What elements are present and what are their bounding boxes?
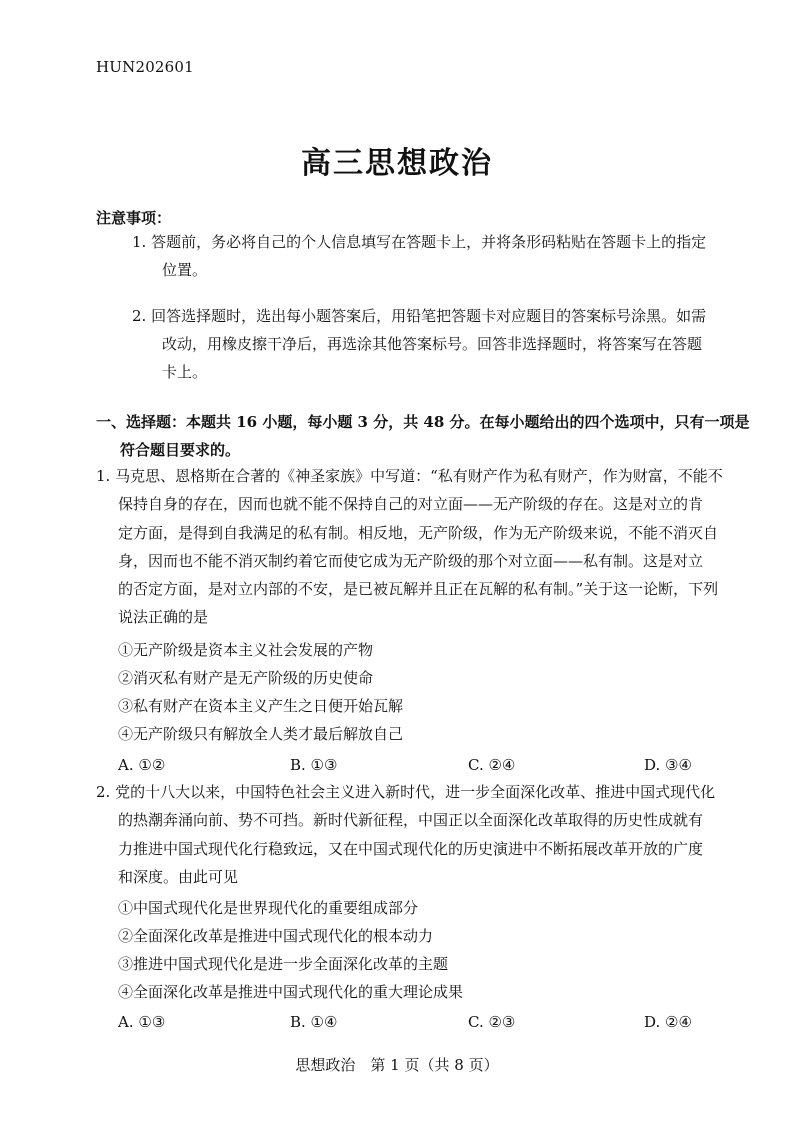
q1-line-1: 1. 马克思、恩格斯在合著的《神圣家族》中写道：“私有财产作为私有财产，作为财富，不能不: [96, 467, 723, 485]
q1-choice-d[interactable]: D. ③④: [644, 756, 692, 774]
notes-heading: 注意事项：: [96, 209, 172, 227]
q1-line-6: 说法正确的是: [118, 608, 209, 627]
q2-line-3: 力推进中国式现代化行稳致远，又在中国式现代化的历史演进中不断拓展改革开放的广度: [118, 839, 704, 858]
q2-choice-b[interactable]: B. ①④: [290, 1013, 338, 1031]
note-1-line-1: 1. 答题前，务必将自己的个人信息填写在答题卡上，并将条形码粘贴在答题卡上的指定: [132, 233, 707, 251]
q1-choices: [118, 751, 778, 779]
question-2-stem: [96, 778, 776, 891]
q2-line-4: 和深度。由此可见: [118, 867, 239, 886]
q2-line-1: 2. 党的十八大以来，中国特色社会主义进入新时代，进一步全面深化改革、推进中国式现代化: [96, 783, 716, 801]
question-1-stem: [96, 462, 776, 632]
section-heading: [96, 408, 776, 464]
q2-choices: [118, 1008, 778, 1036]
note-2-line-2: 改动，用橡皮擦干净后，再选涂其他答案标号。回答非选择题时，将答案写在答题: [162, 335, 703, 353]
page-footer: 思想政治 第 1 页（共 8 页）: [295, 1056, 499, 1074]
exam-code: HUN202601: [96, 58, 194, 76]
q2-line-2: 的热潮奔涌向前、势不可挡。新时代新征程，中国正以全面深化改革取得的历史性成就有: [118, 811, 704, 830]
q2-choice-d[interactable]: D. ②④: [644, 1013, 692, 1031]
section-line-2: 符合题目要求的。: [120, 441, 241, 459]
q1-choice-c[interactable]: C. ②④: [468, 756, 516, 774]
q1-choice-a[interactable]: A. ①②: [118, 756, 166, 774]
q2-statement-3: ③推进中国式现代化是进一步全面深化改革的主题: [118, 955, 449, 973]
note-2-line-1: 2. 回答选择题时，选出每小题答案后，用铅笔把答题卡对应题目的答案标号涂黑。如需: [132, 307, 707, 325]
q1-statement-3: ③私有财产在资本主义产生之日便开始瓦解: [118, 697, 404, 715]
section-line-1: 一、选择题：本题共 16 小题，每小题 3 分，共 48 分。在每小题给出的四个选项中，只有一项是: [96, 413, 750, 431]
q2-statement-2: ②全面深化改革是推进中国式现代化的根本动力: [118, 927, 434, 945]
q1-line-5: 的否定方面，是对立内部的不安，是已被瓦解并且正在瓦解的私有制。”关于这一论断，下列: [118, 580, 719, 599]
q1-statement-1: ①无产阶级是资本主义社会发展的产物: [118, 641, 374, 659]
q2-statement-1: ①中国式现代化是世界现代化的重要组成部分: [118, 899, 419, 917]
q1-line-2: 保持自身的存在，因而也就不能不保持自己的对立面——无产阶级的存在。这是对立的肯: [118, 495, 704, 514]
q2-choice-a[interactable]: A. ①③: [118, 1013, 166, 1031]
q1-line-3: 定方面，是得到自我满足的私有制。相反地，无产阶级，作为无产阶级来说，不能不消灭自: [118, 523, 719, 542]
q1-line-4: 身，因而也不能不消灭制约着它而使它成为无产阶级的那个对立面——私有制。这是对立: [118, 551, 704, 570]
q2-choice-c[interactable]: C. ②③: [468, 1013, 516, 1031]
q1-statement-4: ④无产阶级只有解放全人类才最后解放自己: [118, 725, 404, 743]
page-title: 高三思想政治: [301, 146, 493, 181]
q1-statement-2: ②消灭私有财产是无产阶级的历史使命: [118, 669, 374, 687]
note-2-line-3: 卡上。: [162, 363, 208, 381]
q2-statement-4: ④全面深化改革是推进中国式现代化的重大理论成果: [118, 983, 464, 1001]
note-1-line-2: 位置。: [162, 261, 208, 279]
q1-choice-b[interactable]: B. ①③: [290, 756, 338, 774]
